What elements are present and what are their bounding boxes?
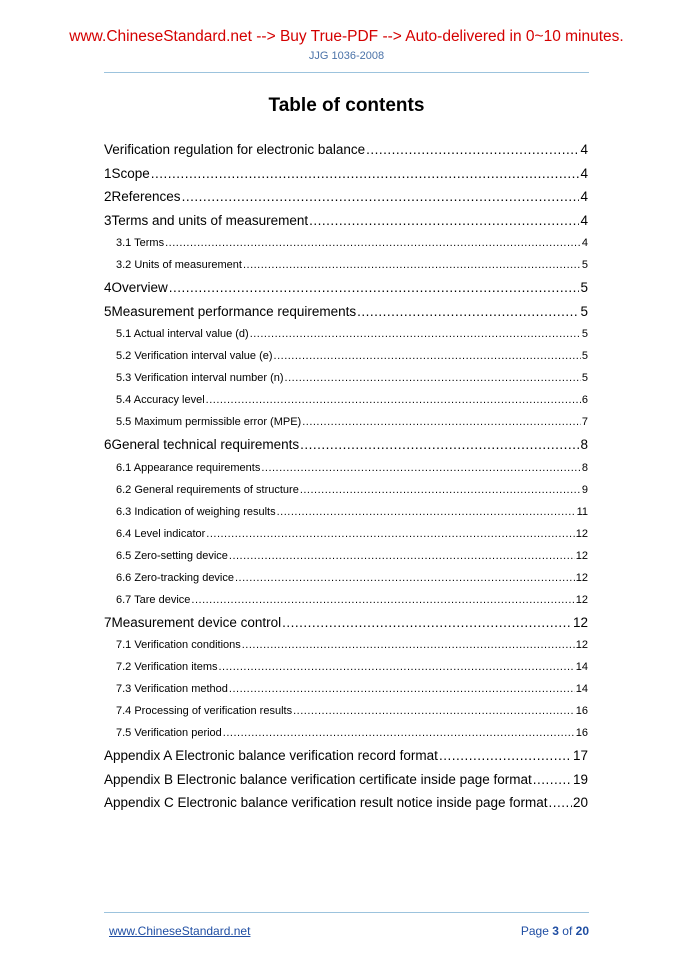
table-of-contents: [104, 138, 588, 815]
toc-entry-label: Appendix C Electronic balance verification result notice inside page format: [104, 795, 548, 810]
toc-entry-label: 6.7 Tare device: [116, 593, 191, 606]
toc-entry-label: 7.5 Verification period: [116, 727, 222, 739]
page-current: 3: [552, 924, 559, 938]
toc-dot-leader: [282, 611, 572, 635]
toc-entry-label: 6.6 Zero-tracking device: [116, 571, 234, 584]
toc-entry-page: 4: [580, 165, 588, 181]
toc-entry-page: 5: [580, 303, 588, 319]
toc-entry-number: 7: [104, 614, 112, 630]
toc-entry-label: 7.3 Verification method: [116, 683, 228, 695]
toc-entry[interactable]: [104, 162, 588, 186]
toc-entry-page: 5: [581, 259, 588, 271]
toc-entry-label: Appendix A Electronic balance verification record format: [104, 748, 438, 763]
toc-dot-leader: [206, 389, 581, 411]
standard-code: JJG 1036-2008: [308, 50, 385, 62]
toc-dot-leader: [250, 323, 581, 345]
toc-entry[interactable]: [104, 479, 588, 501]
toc-entry-number: 5: [104, 303, 112, 319]
toc-entry-number: 3: [104, 212, 112, 228]
toc-entry[interactable]: [104, 722, 588, 744]
toc-entry-number: 1: [104, 165, 112, 181]
toc-dot-leader: [165, 232, 581, 254]
toc-dot-leader: [274, 345, 581, 367]
toc-dot-leader: [300, 479, 581, 501]
toc-dot-leader: [300, 433, 579, 457]
toc-entry-page: 6: [581, 394, 588, 406]
page-indicator: [521, 924, 589, 938]
toc-dot-leader: [533, 768, 572, 792]
toc-entry-page: 7: [581, 416, 588, 428]
toc-dot-leader: [206, 523, 574, 545]
toc-entry-page: 14: [575, 661, 588, 673]
toc-entry[interactable]: [104, 411, 588, 433]
page-of: of: [562, 924, 573, 938]
toc-entry-number: 2: [104, 189, 112, 204]
toc-entry-page: 5: [581, 372, 588, 384]
toc-dot-leader: [357, 300, 579, 324]
toc-dot-leader: [229, 678, 575, 700]
toc-entry[interactable]: [104, 589, 588, 611]
toc-dot-leader: [242, 634, 575, 656]
toc-entry-label: Overview: [111, 280, 168, 295]
toc-entry-page: 14: [575, 683, 588, 695]
toc-entry[interactable]: [104, 185, 588, 209]
page-total: 20: [575, 924, 589, 938]
toc-entry[interactable]: [104, 232, 588, 254]
toc-dot-leader: [309, 209, 579, 233]
toc-entry-page: 12: [575, 571, 588, 584]
toc-dot-leader: [366, 138, 579, 162]
toc-entry-page: 20: [572, 795, 588, 810]
toc-entry-label: 5.1 Actual interval value (d): [116, 328, 249, 340]
toc-entry[interactable]: [104, 138, 588, 162]
toc-entry-label: 6.4 Level indicator: [116, 527, 206, 540]
toc-entry[interactable]: [104, 501, 588, 523]
toc-entry-label: 6.5 Zero-setting device: [116, 549, 228, 562]
toc-entry[interactable]: [104, 545, 588, 567]
toc-entry-label: References: [111, 189, 181, 204]
toc-entry[interactable]: [104, 611, 588, 635]
toc-entry-label: 6.2 General requirements of structure: [116, 483, 299, 496]
toc-entry[interactable]: [104, 744, 588, 768]
toc-entry-page: 5: [581, 328, 588, 340]
toc-entry[interactable]: [104, 433, 588, 457]
toc-dot-leader: [182, 185, 580, 209]
toc-entry-label: 6.3 Indication of weighing results: [116, 505, 276, 518]
toc-entry-label: 5.4 Accuracy level: [116, 394, 205, 406]
toc-dot-leader: [549, 791, 572, 815]
toc-entry-page: 4: [580, 212, 588, 228]
toc-entry-page: 12: [572, 614, 588, 630]
toc-entry[interactable]: [104, 345, 588, 367]
toc-entry-page: 4: [581, 237, 588, 249]
toc-dot-leader: [235, 567, 575, 589]
toc-dot-leader: [191, 589, 574, 611]
toc-entry-label: 3.2 Units of measurement: [116, 259, 242, 271]
toc-entry[interactable]: [104, 656, 588, 678]
toc-entry-label: 3.1 Terms: [116, 237, 165, 249]
toc-dot-leader: [293, 700, 575, 722]
toc-entry-label: 6.1 Appearance requirements: [116, 461, 261, 474]
page-prefix: Page: [520, 924, 549, 938]
toc-entry-page: 5: [580, 280, 588, 295]
toc-dot-leader: [169, 276, 580, 300]
toc-entry-page: 12: [575, 593, 588, 606]
toc-entry[interactable]: [104, 300, 588, 324]
toc-entry-page: 4: [580, 189, 588, 204]
toc-entry-label: Appendix B Electronic balance verification certificate inside page format: [104, 771, 532, 787]
toc-entry-label: Scope: [111, 165, 150, 181]
toc-entry-page: 11: [576, 505, 588, 518]
toc-entry[interactable]: [104, 523, 588, 545]
toc-entry[interactable]: [104, 457, 588, 479]
toc-entry-label: 7.2 Verification items: [116, 661, 218, 673]
toc-entry-page: 9: [581, 483, 588, 496]
toc-entry[interactable]: [104, 209, 588, 233]
toc-entry-page: 16: [575, 727, 588, 739]
toc-entry-page: 12: [575, 549, 588, 562]
toc-entry[interactable]: [104, 678, 588, 700]
toc-entry[interactable]: [104, 276, 588, 300]
footer-site-link[interactable]: www.ChineseStandard.net: [109, 924, 251, 938]
toc-dot-leader: [223, 722, 575, 744]
toc-entry[interactable]: [104, 367, 588, 389]
header-divider: [104, 72, 589, 73]
toc-entry-label: 5.3 Verification interval number (n): [116, 372, 284, 384]
toc-dot-leader: [151, 162, 580, 186]
toc-entry-page: 8: [581, 461, 588, 474]
toc-entry-label: 5.5 Maximum permissible error (MPE): [116, 416, 302, 428]
toc-entry-label: 7.1 Verification conditions: [116, 639, 241, 651]
top-banner[interactable]: www.ChineseStandard.net --> Buy True-PDF --> Auto-delivered in 0~10 minutes.: [69, 28, 624, 45]
toc-entry[interactable]: [104, 768, 588, 792]
toc-entry-label: Measurement device control: [111, 614, 282, 630]
toc-entry-number: 6: [104, 437, 112, 452]
toc-entry[interactable]: [104, 634, 588, 656]
toc-dot-leader: [285, 367, 581, 389]
toc-entry[interactable]: [104, 323, 588, 345]
toc-entry-page: 5: [581, 350, 588, 362]
toc-entry[interactable]: [104, 254, 588, 276]
toc-dot-leader: [302, 411, 581, 433]
toc-entry-label: Measurement performance requirements: [111, 303, 357, 319]
toc-entry-label: General technical requirements: [111, 437, 300, 452]
toc-dot-leader: [229, 545, 575, 567]
toc-entry[interactable]: [104, 567, 588, 589]
toc-entry-label: 7.4 Processing of verification results: [116, 705, 293, 717]
footer-divider: [104, 912, 589, 913]
toc-entry-page: 4: [580, 142, 588, 157]
toc-entry-page: 12: [575, 527, 588, 540]
toc-entry-page: 8: [580, 437, 588, 452]
toc-entry-page: 17: [572, 748, 588, 763]
toc-dot-leader: [277, 501, 576, 523]
toc-dot-leader: [261, 457, 581, 479]
toc-entry-page: 19: [572, 771, 588, 787]
toc-dot-leader: [219, 656, 575, 678]
page-title: Table of contents: [268, 95, 425, 116]
toc-entry-label: Verification regulation for electronic balance: [104, 142, 366, 157]
toc-entry-number: 4: [104, 280, 112, 295]
toc-dot-leader: [243, 254, 581, 276]
toc-entry-page: 16: [575, 705, 588, 717]
toc-entry[interactable]: [104, 791, 588, 815]
toc-entry-label: 5.2 Verification interval value (e): [116, 350, 273, 362]
toc-entry-label: Terms and units of measurement: [111, 212, 309, 228]
toc-entry-page: 12: [575, 639, 588, 651]
toc-entry[interactable]: [104, 700, 588, 722]
toc-dot-leader: [439, 744, 572, 768]
toc-entry[interactable]: [104, 389, 588, 411]
